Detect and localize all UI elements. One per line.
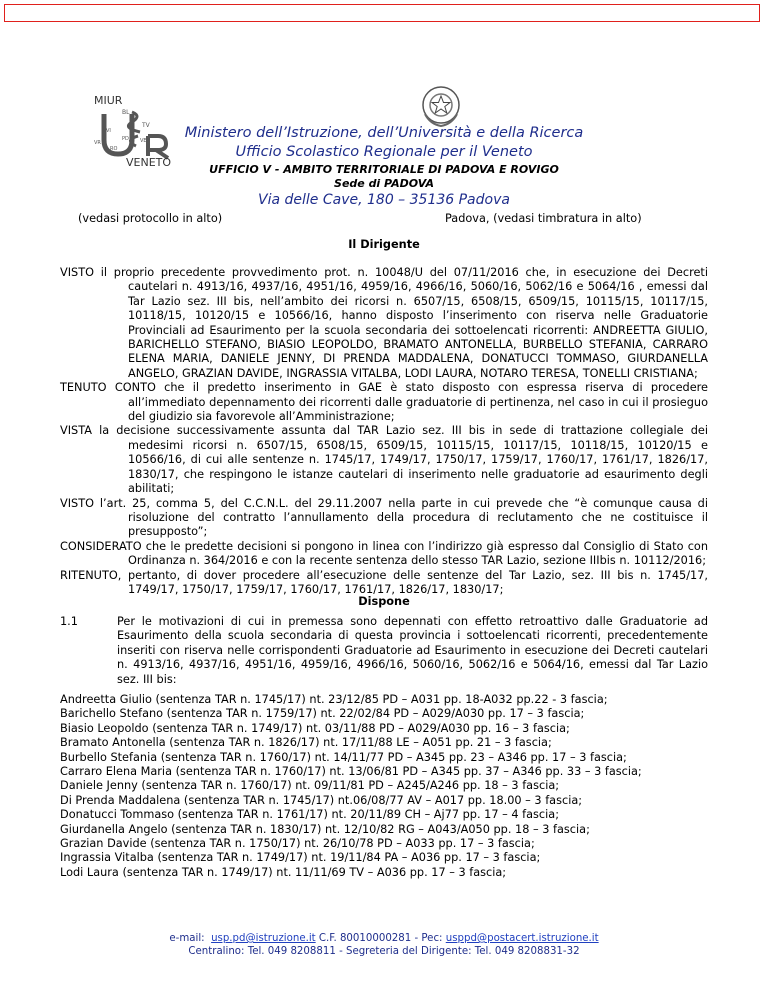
- ministry-title: Ministero dell’Istruzione, dell’Università e della Ricerca: [184, 125, 584, 141]
- protocol-ref: (vedasi protocollo in alto): [78, 212, 223, 225]
- list-item: Lodi Laura (sentenza TAR n. 1749/17) nt. 11/11/69 TV – A036 pp. 17 – 3 fascia;: [60, 865, 507, 879]
- email-link[interactable]: usp.pd@istruzione.it: [211, 933, 316, 944]
- svg-text:BL: BL: [122, 109, 130, 116]
- svg-text:TV: TV: [142, 122, 150, 129]
- date-ref: Padova, (vedasi timbratura in alto): [445, 212, 642, 225]
- cf-text: C.F. 80010000281 - Pec:: [318, 933, 443, 944]
- list-item: Barichello Stefano (sentenza TAR n. 1759/17) nt. 22/02/84 PD – A029/A030 pp. 17 – 3 fascia;: [60, 707, 585, 721]
- document-title: Il Dirigente: [348, 238, 420, 251]
- veneto-logo-text: VENETO: [126, 156, 172, 169]
- svg-text:PD: PD: [122, 136, 129, 142]
- list-item: Burbello Stefania (sentenza TAR n. 1760/17) nt. 14/11/77 PD – A345 pp. 23 – A346 pp. 17 – 3 fascia;: [60, 750, 627, 764]
- svg-text:VI: VI: [106, 128, 111, 134]
- list-item: Di Prenda Maddalena (sentenza TAR n. 1745/17) nt.06/08/77 AV – A017 pp. 18.00 – 3 fascia;: [60, 793, 583, 807]
- list-item: Biasio Leopoldo (sentenza TAR n. 1749/17) nt. 03/11/88 PD – A029/A030 pp. 16 – 3 fascia;: [60, 721, 570, 735]
- svg-text:VE: VE: [140, 138, 147, 144]
- footer-phones: Centralino: Tel. 049 8208811 - Segreteria del Dirigente: Tel. 049 8208831-32: [188, 946, 580, 957]
- office-name: UFFICIO V - AMBITO TERRITORIALE DI PADOVA E ROVIGO: [209, 163, 559, 176]
- list-item: Donatucci Tommaso (sentenza TAR n. 1761/17) nt. 20/11/89 CH – Aj77 pp. 17 – 4 fascia;: [60, 808, 560, 822]
- footer-contacts: [0, 932, 768, 945]
- regional-office: Ufficio Scolastico Regionale per il Veneto: [235, 144, 533, 160]
- premise-tenuto-conto: TENUTO CONTO che il predetto inserimento in GAE è stato disposto con espressa riserva di procedere all’immediato depennamento dei ricorrenti dalle graduatorie di pertinenza, nel caso in cui il prosieguo del giudizio sia favorevole all’Amministrazione;: [60, 381, 708, 424]
- premise-ritenuto: RITENUTO, pertanto, di dover procedere all’esecuzione delle sentenze del Tar Lazio, sez. III bis n. 1745/17, 1749/17, 1750/17, 1759/17, 1760/17, 1761/17, 1826/17, 1830/17;: [60, 568, 708, 596]
- pec-link[interactable]: usppd@postacert.istruzione.it: [445, 933, 599, 944]
- miur-logo-text: MIUR: [94, 94, 123, 107]
- list-item: Bramato Antonella (sentenza TAR n. 1826/17) nt. 17/11/88 LE – A051 pp. 21 – 3 fascia;: [60, 736, 552, 750]
- email-label: e-mail:: [169, 933, 205, 944]
- clause-text: Per le motivazioni di cui in premessa sono depennati con effetto retroattivo dalle Graduatorie ad Esaurimento della scuola secondaria di questa provincia i sottoelencati ricorrenti, precedentemente inseriti con riserva nelle corrispondenti Graduatorie ad Esaurimento in esecuzione dei Decreti cautelari n. 4913/16, 4937/16, 4951/16, 4959/16, 4966/16, 5060/16, 5062/16 e 5064/16, emessi dal Tar Lazio sez. III bis:: [117, 615, 708, 686]
- svg-text:VR: VR: [94, 140, 101, 146]
- ricorrenti-list: [60, 693, 750, 880]
- list-item: Andreetta Giulio (sentenza TAR n. 1745/17) nt. 23/12/85 PD – A031 pp. 18-A032 pp.22 - 3 fascia;: [60, 693, 608, 706]
- office-address: Via delle Cave, 180 – 35136 Padova: [258, 192, 510, 208]
- clause-number: 1.1: [60, 615, 78, 628]
- dispone-heading: Dispone: [358, 595, 410, 608]
- premise-vista: VISTA la decisione successivamente assunta dal TAR Lazio sez. III bis in sede di trattazione collegiale dei medesimi ricorsi n. 6507/15, 6508/15, 6509/15, 10115/15, 10117/15, 10118/15, 10120/15 e 10566/16, di cui alle sentenze n. 1745/17, 1749/17, 1750/17, 1759/17, 1760/17, 1761/17, 1826/17, 1830/17, che respingono le istanze cautelari di inserimento nelle graduatorie ad esaurimento degli abilitati;: [60, 424, 708, 496]
- list-item: Daniele Jenny (sentenza TAR n. 1760/17) nt. 09/11/81 PD – A245/A246 pp. 18 – 3 fascia;: [60, 779, 560, 793]
- premise-considerato: CONSIDERATO che le predette decisioni si pongono in linea con l’indirizzo già espresso dal Consiglio di Stato con Ordinanza n. 364/2016 e con la recente sentenza dello stesso TAR Lazio, sezione IIIbis n. 10112/2016;: [60, 539, 708, 568]
- list-item: Grazian Davide (sentenza TAR n. 1750/17) nt. 26/10/78 PD – A033 pp. 17 – 3 fascia;: [60, 837, 535, 851]
- premises: [60, 266, 708, 597]
- premise-visto-1: VISTO il proprio precedente provvedimento prot. n. 10048/U del 07/11/2016 che, in esecuzione dei Decreti cautelari n. 4913/16, 4937/16, 4951/16, 4959/16, 4966/16, 5060/16, 5062/16 e 5064/16 , emessi dal Tar Lazio sez. III bis, nell’ambito dei ricorsi n. 6507/15, 6508/15, 6509/15, 10115/15, 10117/15, 10118/15, 10120/15 e 10566/16, hanno disposto l’inserimento con riserva nelle Graduatorie Provinciali ad Esaurimento per la scuola secondaria dei sottoelencati ricorrenti: ANDREETTA GIULIO, BARICHELLO STEFANO, BIASIO LEOPOLDO, BRAMATO ANTONELLA, BURBELLO STEFANIA, CARRARO ELENA MARIA, DANIELE JENNY, DI PRENDA MADDALENA, DONATUCCI TOMMASO, GIURDANELLA ANGELO, GRAZIAN DAVIDE, INGRASSIA VITALBA, LODI LAURA, NOTARO TERESA, TONELLI CRISTIANA;: [60, 266, 708, 380]
- office-seat: Sede di PADOVA: [334, 177, 434, 190]
- list-item: Carraro Elena Maria (sentenza TAR n. 1760/17) nt. 13/06/81 PD – A345 pp. 37 – A346 pp. 33 – 3 fascia;: [60, 765, 642, 779]
- list-item: Ingrassia Vitalba (sentenza TAR n. 1749/17) nt. 19/11/84 PA – A036 pp. 17 – 3 fascia;: [60, 851, 541, 865]
- italian-emblem-icon: [420, 84, 462, 128]
- list-item: Giurdanella Angelo (sentenza TAR n. 1830/17) nt. 12/10/82 RG – A043/A050 pp. 18 – 3 fascia;: [60, 822, 590, 836]
- top-frame: [4, 4, 760, 22]
- premise-visto-2: VISTO l’art. 25, comma 5, del C.C.N.L. del 29.11.2007 nella parte in cui prevede che “è comunque causa di risoluzione del contratto l’annullamento della procedura di reclutamento che ne costituisce il presupposto”;: [60, 496, 708, 539]
- svg-text:RO: RO: [110, 146, 118, 152]
